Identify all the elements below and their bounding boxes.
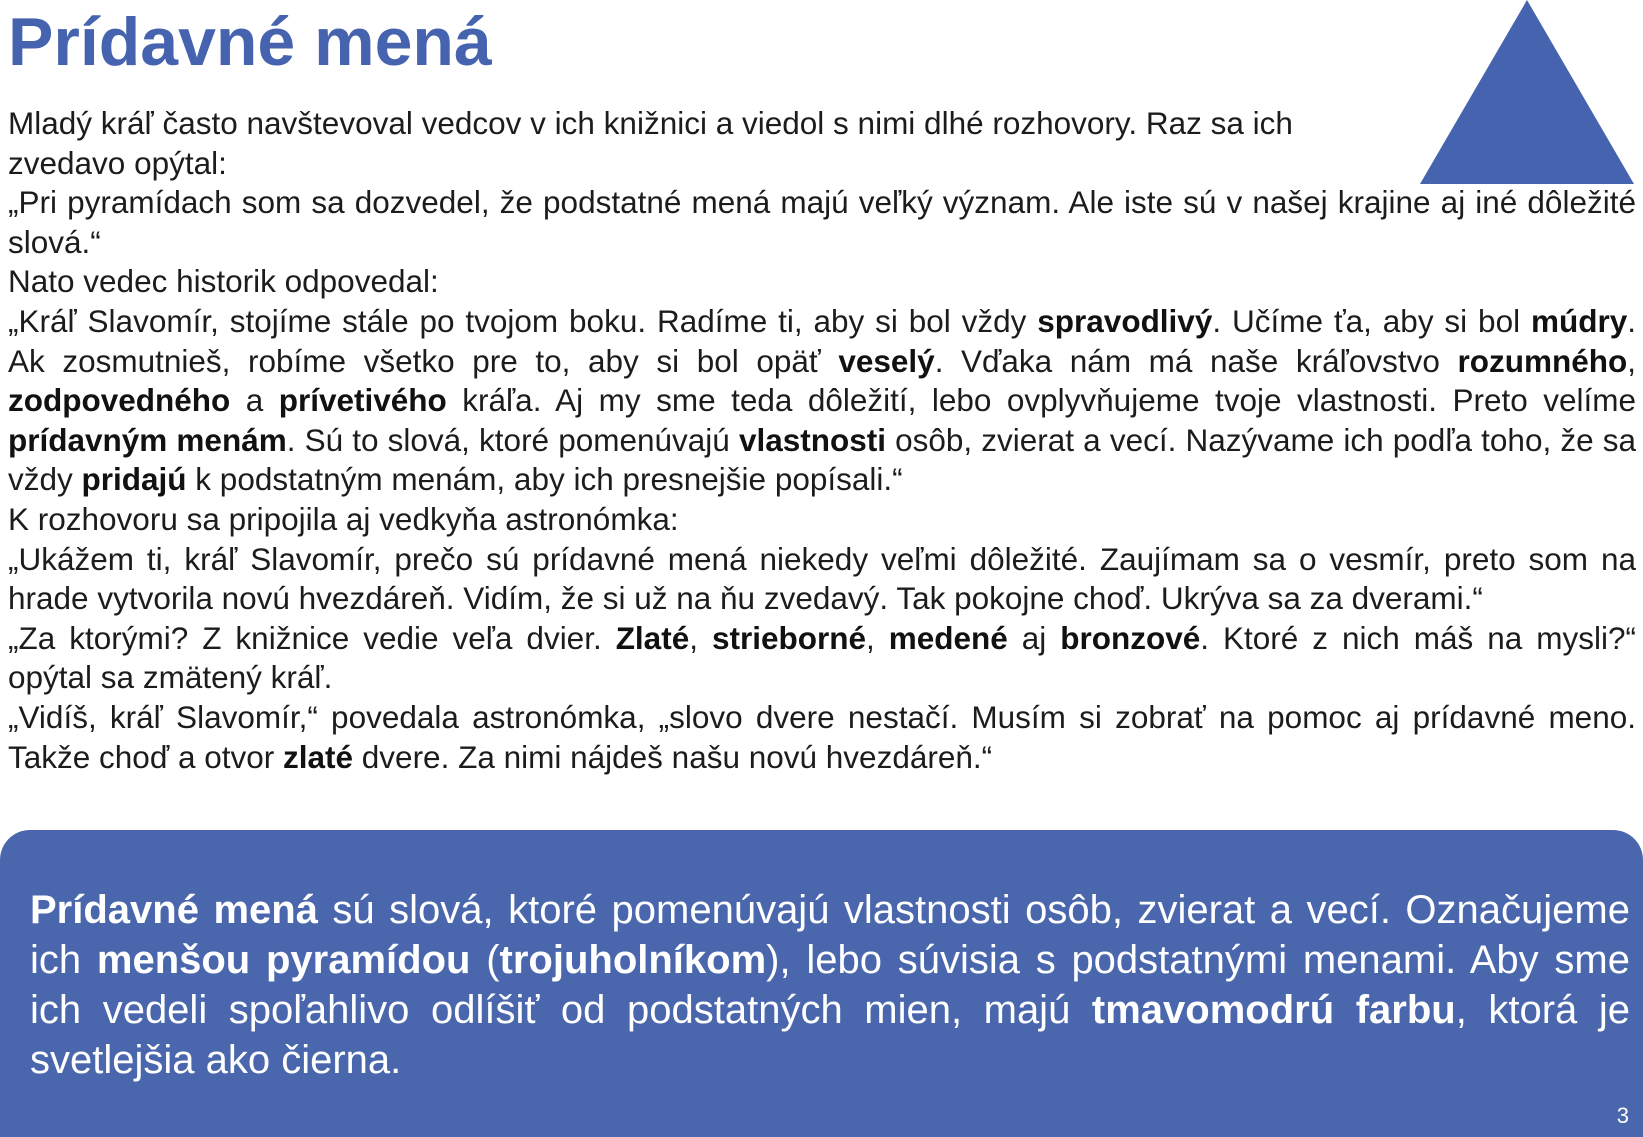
paragraph-astronomer-answer: „Vidíš, kráľ Slavomír,“ povedala astronómka, „slovo dvere nestačí. Musím si zobrať na pomoc aj prídavné meno. Takže choď a otvor zlaté dvere. Za nimi nájdeš našu novú hvezdáreň.“ (8, 698, 1636, 775)
bold-word: Zlaté (615, 619, 690, 656)
bold-word: zodpovedného (8, 382, 231, 419)
page-number: 3 (1616, 1103, 1629, 1128)
bold-word: rozumného (1457, 342, 1628, 379)
paragraph-historian-intro: Nato vedec historik odpovedal: (8, 263, 439, 300)
paragraph-king-doors: „Za ktorými? Z knižnice vedie veľa dvier. Zlaté, strieborné, medené aj bronzové. Ktoré z nich máš na mysli?“ opýtal sa zmätený kráľ. (8, 619, 1636, 696)
definition-box (0, 830, 1643, 1137)
paragraph-intro: Mladý kráľ často navštevoval vedcov v ich knižnici a viedol s nimi dlhé rozhovory. Raz sa ich zvedavo opýtal: (8, 105, 1293, 181)
story-text (8, 104, 1636, 777)
bold-term: menšou pyramídou (96, 938, 471, 982)
bold-word: prídavným menám (8, 421, 287, 458)
bold-term: tmavomodrú farbu (1091, 988, 1456, 1032)
bold-word: veselý (838, 342, 935, 379)
paragraph-astronomer-speech: „Ukážem ti, kráľ Slavomír, prečo sú prídavné mená niekedy veľmi dôležité. Zaujímam sa o vesmír, preto som na hrade vytvorila novú hvezdáreň. Vidím, že si už na ňu zvedavý. Tak pokojne choď. Ukrýva sa za dverami.“ (8, 540, 1636, 617)
bold-word: prívetivého (278, 382, 447, 419)
bold-word: strieborné (711, 619, 866, 656)
bold-term: trojuholníkom (499, 938, 767, 982)
bold-word: spravodlivý (1037, 302, 1213, 339)
bold-word: vlastnosti (738, 421, 886, 458)
page-title: Prídavné mená (8, 4, 492, 80)
bold-word: pridajú (81, 461, 187, 498)
bold-word: medené (888, 619, 1008, 656)
paragraph-king-question: „Pri pyramídach som sa dozvedel, že podstatné mená majú veľký význam. Ale iste sú v našej krajine aj iné dôležité slová.“ (8, 184, 1636, 260)
bold-term: Prídavné mená (30, 888, 318, 932)
definition-text: Prídavné mená sú slová, ktoré pomenúvajú vlastnosti osôb, zvierat a vecí. Označujeme ich menšou pyramídou (trojuholníkom), lebo súvisia s podstatnými menami. Aby sme ich vedeli spoľahlivo odlíšiť od podstatných mien, majú tmavomodrú farbu, ktorá je svetlejšia ako čierna. (30, 888, 1630, 1082)
bold-word: zlaté (283, 738, 354, 775)
bold-word: múdry (1530, 302, 1628, 339)
bold-word: bronzové (1060, 619, 1201, 656)
paragraph-astronomer-intro: K rozhovoru sa pripojila aj vedkyňa astronómka: (8, 500, 679, 537)
paragraph-historian-answer: „Kráľ Slavomír, stojíme stále po tvojom boku. Radíme ti, aby si bol vždy spravodlivý. Učíme ťa, aby si bol múdry. Ak zosmutnieš, robíme všetko pre to, aby si bol opäť veselý. Vďaka nám má naše kráľovstvo rozumného, zodpovedného a prívetivého kráľa. Aj my sme teda dôležití, lebo ovplyvňujeme tvoje vlastnosti. Preto velíme prídavným menám. Sú to slová, ktoré pomenúvajú vlastnosti osôb, zvierat a vecí. Nazývame ich podľa toho, že sa vždy pridajú k podstatným menám, aby ich presnejšie popísali.“ (8, 302, 1636, 498)
